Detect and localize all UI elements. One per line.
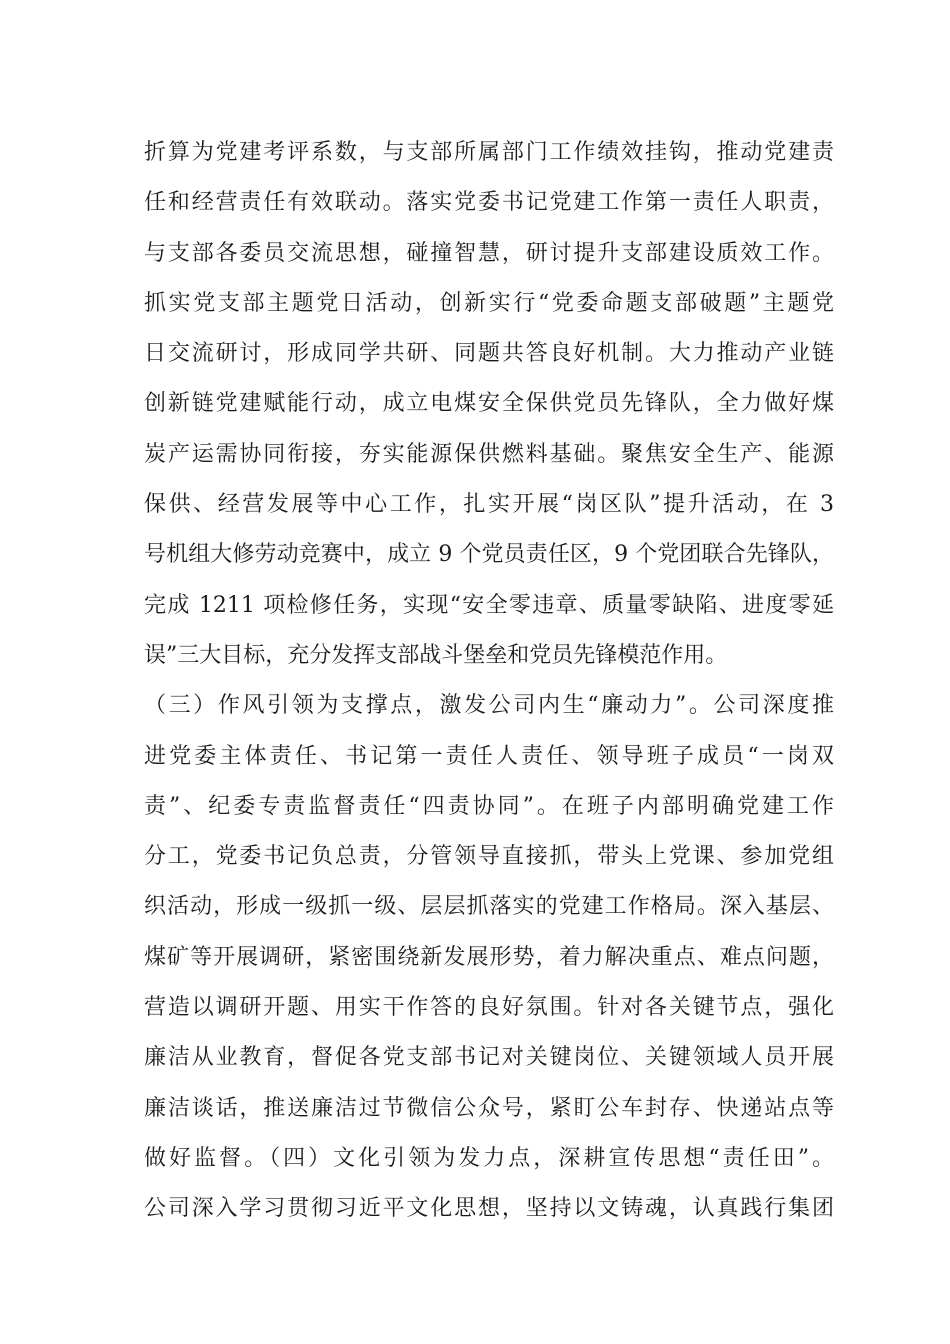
text-line-3: 与支部各委员交流思想，碰撞智慧，研讨提升支部建设质效工作。 [144,240,834,266]
text-line-18: 营造以调研开题、用实干作答的良好氛围。针对各关键节点，强化 [144,995,834,1021]
text-line-19: 廉洁从业教育，督促各党支部书记对关键岗位、关键领域人员开展 [144,1045,834,1071]
text-line-11: 误”三大目标，充分发挥支部战斗堡垒和党员先锋模范作用。 [144,642,728,668]
text-line-2: 任和经营责任有效联动。落实党委书记党建工作第一责任人职责， [144,190,834,216]
text-line-20: 廉洁谈话，推送廉洁过节微信公众号，紧盯公车封存、快递站点等 [144,1095,834,1121]
text-line-14: 责”、纪委专责监督责任“四责协同”。在班子内部明确党建工作 [144,793,834,819]
text-line-12: （三）作风引领为支撑点，激发公司内生“廉动力”。公司深度推 [144,693,834,719]
text-line-1: 折算为党建考评系数，与支部所属部门工作绩效挂钩，推动党建责 [144,140,834,165]
text-line-10: 完成 1211 项检修任务，实现“安全零违章、质量零缺陷、进度零延 [144,592,834,618]
text-line-4: 抓实党支部主题党日活动，创新实行“党委命题支部破题”主题党 [144,290,834,316]
text-line-21: 做好监督。（四）文化引领为发力点，深耕宣传思想“责任田”。 [144,1145,834,1171]
text-line-22: 公司深入学习贯彻习近平文化思想，坚持以文铸魂，认真践行集团 [144,1196,834,1222]
text-line-15: 分工，党委书记负总责，分管领导直接抓，带头上党课、参加党组 [144,844,834,870]
body-text [144,128,834,1235]
text-line-7: 炭产运需协同衔接，夯实能源保供燃料基础。聚焦安全生产、能源 [144,441,834,467]
text-line-17: 煤矿等开展调研，紧密围绕新发展形势，着力解决重点、难点问题， [144,944,834,970]
text-line-8: 保供、经营发展等中心工作，扎实开展“岗区队”提升活动，在 3 [144,492,834,518]
text-line-13: 进党委主体责任、书记第一责任人责任、领导班子成员“一岗双 [144,743,834,769]
text-line-9: 号机组大修劳动竞赛中，成立 9 个党员责任区，9 个党团联合先锋队， [144,542,834,568]
text-line-6: 创新链党建赋能行动，成立电煤安全保供党员先锋队，全力做好煤 [144,391,834,417]
text-line-16: 织活动，形成一级抓一级、层层抓落实的党建工作格局。深入基层、 [144,894,834,920]
text-line-5: 日交流研讨，形成同学共研、同题共答良好机制。大力推动产业链 [144,341,834,367]
